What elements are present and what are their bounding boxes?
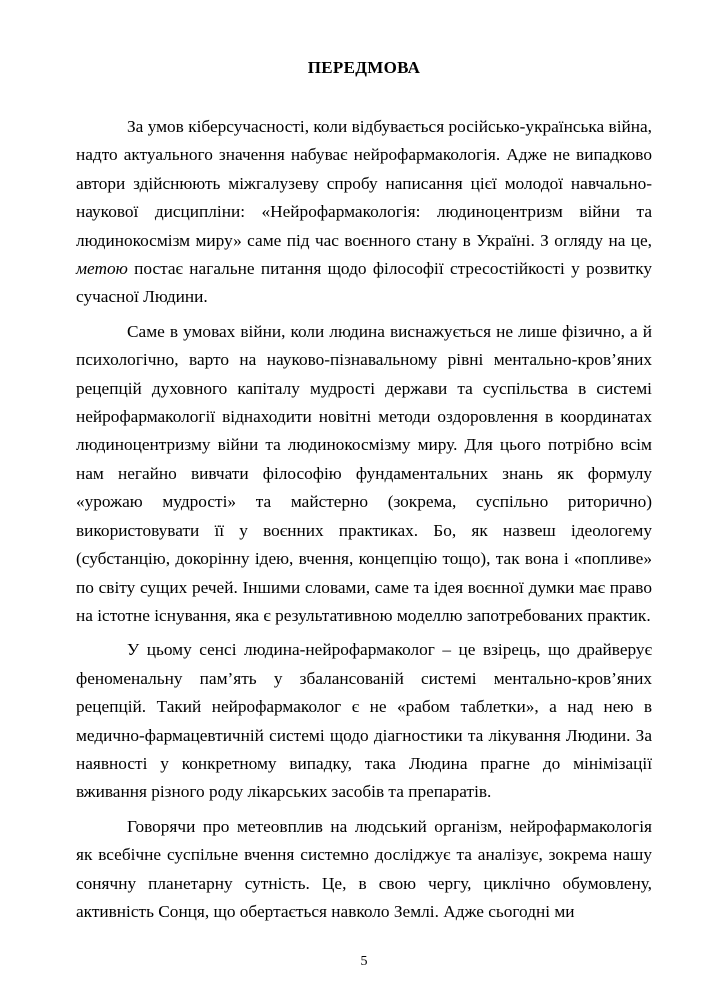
- paragraph-3: У цьому сенсі людина-нейрофармаколог – це взірець, що драйверує феноменальну пам’ять у збалансованій системі ментально-кров’яних рецепцій. Такий нейрофармаколог є не «рабом таблетки», а над нею в медично-фармацевтичній системі щодо діагностики та лікування Людини. За наявності у конкретному випадку, така Людина прагне до мінімізації вживання різного роду лікарських засобів та препаратів.: [76, 640, 652, 802]
- paragraph-2: Саме в умовах війни, коли людина виснажується не лише фізично, а й психологічно, варто на науково-пізнавальному рівні ментально-кров’яних рецепцій духовного капіталу мудрості держави та суспільства в системі нейрофармакології віднаходити новітні методи оздоровлення в координатах людиноцентризму війни та людинокосмізму миру. Для цього потрібно всім нам негайно вивчати філософію фундаментальних знань як формулу «урожаю мудрості» та майстерно (зокрема, суспільно риторично) використовувати її у воєнних практиках. Бо, як назвеш ідеологему (субстанцію, докорінну ідею, вчення, концепцію тощо), так вона і «попливе» по світу сущих речей. Іншими словами, саме та ідея воєнної думки має право на істотне існування, яка є результативною моделлю запотребованих практик.: [76, 321, 652, 625]
- emphasis-word: метою: [76, 259, 128, 279]
- body-text: [76, 113, 652, 926]
- page-number: 5: [360, 954, 368, 969]
- paragraph-1-part-1: За умов кіберсучасності, коли відбувається російсько-українська війна, надто актуального значення набуває нейрофармакологія. Адже не випадково автори здійснюють міжгалузеву спробу написання цієї молодої навчально-наукової дисципліни: «Нейрофармакологія: людиноцентризм війни та людинокосмізм миру» саме під час воєнного стану в Україні. З огляду на це,: [76, 117, 652, 250]
- page-title: ПЕРЕДМОВА: [307, 58, 421, 77]
- paragraph-1: [76, 113, 652, 312]
- paragraph-4: Говорячи про метеовплив на людський організм, нейрофармакологія як всебічне суспільне вчення системно досліджує та аналізує, зокрема нашу сонячну планетарну сутність. Це, в свою чергу, циклічно обумовлену, активність Сонця, що обертається навколо Землі. Адже сьогодні ми: [76, 816, 652, 921]
- paragraph-1-part-2: постає нагальне питання щодо філософії стресостійкості у розвитку сучасної Людини.: [76, 259, 652, 307]
